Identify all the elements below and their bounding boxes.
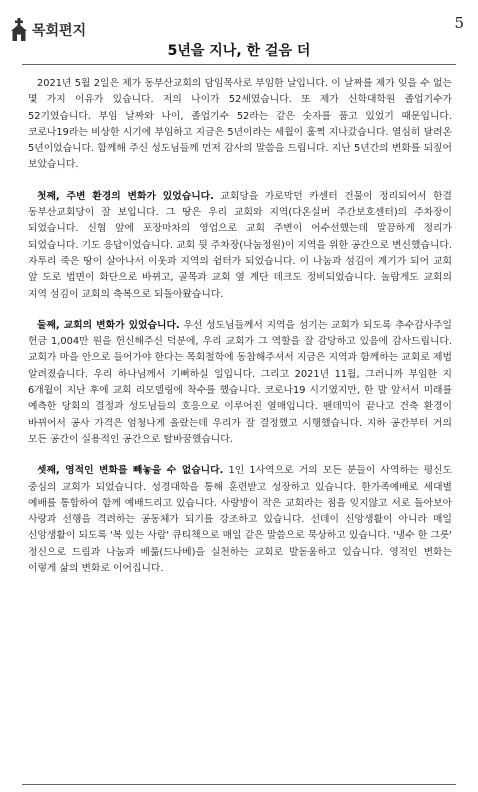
page-title: 5년을 지나, 한 걸음 더 [167,43,311,59]
paragraph-intro [28,76,452,174]
church-logo-icon [10,18,28,42]
paragraph-text: 교회당을 가로막던 카센터 건물이 정리되어서 한결 동부산교회당이 잘 보입니다. 그 땅은 우리 교회와 지역(다온실버 주간보호센터)의 주차장이 되었습니다. 신협 앞에 포장마차의 영업으로 교회 주변이 어수선했는데 말끔하게 정리가 되었습니다. 기도 응답이었습니다. 교회 뒷 주차장(나눔정원)이 지역을 위한 공간으로 변신했습니다. 자투리 죽은 땅이 살아나서 이웃과 지역의 쉼터가 되었습니다. 이 나눔과 섬김이 계기가 되어 교회 앞 도로 법면이 화단으로 바뀌고, 골목과 교회 옆 계단 데크도 정비되었습니다. 놀랍게도 교회의 지역 섬김이 교회의 축복으로 되돌아왔습니다. [28,190,452,300]
paragraph-lead: 첫째, 주변 환경의 변화가 있었습니다. [37,190,214,202]
paragraph-lead: 셋째, 영적인 변화를 빼놓을 수 없습니다. [37,465,224,477]
paragraph-text: 2021년 5월 2일은 제가 동부산교회의 담임목사로 부임한 날입니다. 이 날짜를 제가 잊을 수 없는 몇 가지 이유가 있습니다. 저의 나이가 52세였습니다. 또 제가 신학대학원 졸업기수가 52기였습니다. 부임 날짜와 나이, 졸업기수 52라는 같은 숫자를 품고 있었기 때문입니다. 코로나19라는 비상한 시기에 부임하고 지금은 5년이라는 세월이 훌쩍 지나갔습니다. 열심히 달려온 5년이었습니다. 함께해 주신 성도님들께 먼저 감사의 말씀을 드립니다. 지난 5년간의 변화를 되짚어 보았습니다. [28,78,452,171]
paragraph-lead: 둘째, 교회의 변화가 있었습니다. [37,319,180,331]
paragraph-text: 1인 1사역으로 거의 모든 분들이 사역하는 평신도 중심의 교회가 되었습니다. 성경대학을 통해 훈련받고 성장하고 있습니다. 한가족예배로 세대별 예배를 통합하여 함께 예배드리고 있습니다. 사랑방이 작은 교회라는 점을 잊지않고 서로 돌아보아 사랑과 선행을 격려하는 공동체가 되기를 강조하고 있습니다. 선데이 신앙생활이 아니라 매일 신앙생활이 되도록 '복 있는 사람' 큐티책으로 매일 같은 말씀으로 묵상하고 있습니다. '냉수 한 그릇' 정신으로 드림과 나눔과 베풂(드나베)을 실천하는 교회로 발돋움하고 있습니다. 영적인 변화는 이렇게 삶의 변화로 이어집니다. [28,465,453,575]
paragraph-third [28,463,452,577]
logo-text: 목회편지 [32,23,87,39]
page-number: 5 [454,14,464,32]
paragraph-first [28,189,452,303]
bottom-divider [22,784,456,785]
letter-body [28,76,452,592]
paragraph-text: 우선 성도님들께서 지역을 섬기는 교회가 되도록 추수감사주일 헌금 1,004만 원을 헌신해주신 덕분에, 우리 교회가 그 역할을 잘 감당하고 있음에 감사드립니다. 교회가 마을 안으로 들어가야 한다는 목회철학에 동참해주셔서 지금은 지역과 함께하는 교회로 제법 알려졌습니다. 우리 하나님께서 기뻐하실 일입니다. 그리고 2021년 11월, 그러니까 부임한 지 6개월이 지난 후에 교회 리모델링에 착수를 했습니다. 코로나19 시기였지만, 한 발 앞서서 미래를 예측한 당회의 결정과 성도님들의 호응으로 이루어진 열매입니다. 팬데믹이 끝나고 건축 환경이 바뀌어서 공사 가격은 엄청나게 올랐는데 우리가 잘 결정했고 시행했습니다. 지하 공간부터 거의 모든 공간이 실용적인 공간으로 탈바꿈했습니다. [28,319,452,445]
paragraph-second [28,318,452,448]
top-divider [22,64,456,65]
